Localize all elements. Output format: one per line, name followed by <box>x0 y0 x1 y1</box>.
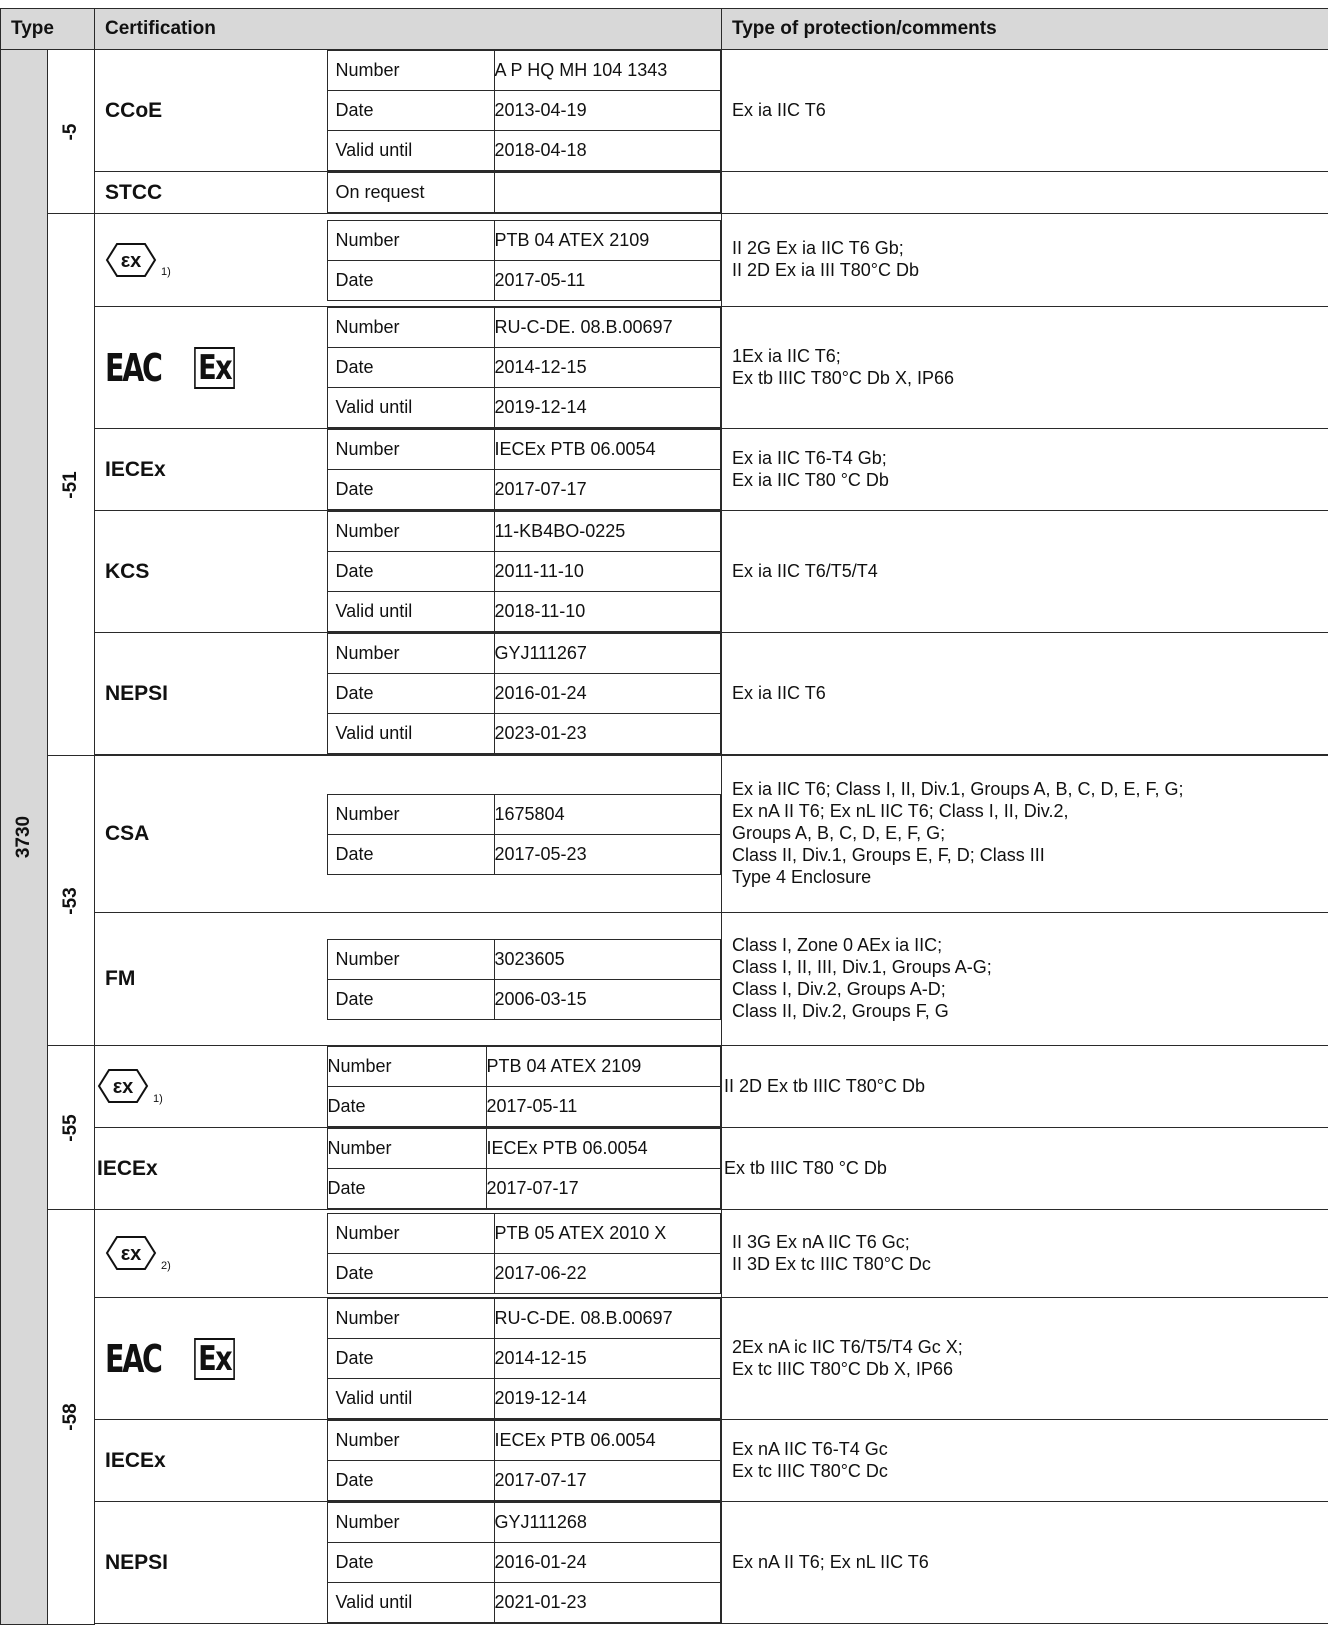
cert-fields <box>327 307 722 429</box>
atex-mark <box>95 214 327 307</box>
cert-fields <box>327 1420 722 1502</box>
group-label: -58 <box>60 1403 81 1431</box>
field-value: RU-C-DE. 08.B.00697 <box>494 1299 721 1339</box>
cert-fields <box>327 1046 722 1128</box>
table-row <box>1 511 1328 633</box>
field-label: Valid until <box>327 1583 494 1623</box>
atex-mark <box>95 1210 327 1298</box>
protection-cell: Ex ia IIC T6/T5/T4 <box>722 511 1328 633</box>
eac-ex-logo <box>95 307 327 429</box>
field-label: Number <box>327 794 494 834</box>
svg-text:εx: εx <box>120 249 142 272</box>
field-label: Date <box>327 1087 486 1127</box>
field-value: PTB 05 ATEX 2010 X <box>494 1214 721 1254</box>
protection-line: 1Ex ia IIC T6; <box>732 345 841 366</box>
certification-table <box>0 8 1328 1625</box>
group-label: -51 <box>60 470 81 499</box>
atex-mark <box>95 1046 327 1128</box>
ex-hexagon-icon <box>97 1068 149 1104</box>
header-protection: Type of protection/comments <box>722 9 1328 50</box>
table-row <box>1 429 1328 511</box>
protection-line: Ex tc IIIC T80°C Db X, IP66 <box>732 1358 953 1379</box>
field-label: Date <box>327 260 494 300</box>
field-value: IECEx PTB 06.0054 <box>494 430 721 470</box>
field-label: Date <box>327 979 494 1019</box>
protection-line: II 3D Ex tc IIIC T80°C Dc <box>732 1253 931 1274</box>
cert-fields <box>327 172 722 214</box>
field-value: PTB 04 ATEX 2109 <box>494 220 721 260</box>
group-cell <box>48 214 95 756</box>
protection-cell: II 2D Ex tb IIIC T80°C Db <box>722 1046 1328 1128</box>
field-label: Number <box>327 1047 486 1087</box>
field-value: IECEx PTB 06.0054 <box>494 1421 721 1461</box>
field-label: Number <box>327 512 494 552</box>
eac-ex-logo <box>95 1298 327 1420</box>
field-label: Valid until <box>327 714 494 754</box>
table-row <box>1 1420 1328 1502</box>
protection-cell <box>722 1298 1328 1420</box>
protection-cell <box>722 214 1328 307</box>
cert-name: CCoE <box>95 50 327 172</box>
cert-fields <box>327 756 722 913</box>
cert-fields <box>327 429 722 511</box>
field-value: A P HQ MH 104 1343 <box>494 51 721 91</box>
table-row <box>1 1624 1328 1625</box>
field-label: Number <box>327 220 494 260</box>
cert-name: STCC <box>95 172 327 214</box>
cert-name: IECEx <box>95 1420 327 1502</box>
model-cell <box>1 50 48 1625</box>
footnote-ref: 1) <box>161 266 171 279</box>
field-label: Number <box>327 1214 494 1254</box>
field-label: Date <box>327 674 494 714</box>
footnote-ref: 2) <box>161 1259 171 1272</box>
svg-text:εx: εx <box>112 1076 134 1099</box>
field-label: Date <box>327 1169 486 1209</box>
footnote-ref: 1) <box>153 1092 163 1105</box>
protection-line: 2Ex nA ic IIC T6/T5/T4 Gc X; <box>732 1336 963 1357</box>
field-value: 3023605 <box>494 939 721 979</box>
field-value: IECEx PTB 06.0054 <box>486 1129 721 1169</box>
field-value: 2006-03-15 <box>494 979 721 1019</box>
protection-cell <box>722 307 1328 429</box>
cert-name: NEPSI <box>95 633 327 755</box>
protection-line: Class I, II, III, Div.1, Groups A-G; <box>732 957 992 978</box>
field-label: Number <box>327 1129 486 1169</box>
protection-cell: Ex nA II T6; Ex nL IIC T6 <box>722 1502 1328 1624</box>
cert-fields <box>327 1210 722 1298</box>
field-value: 2023-01-23 <box>494 714 721 754</box>
spacer <box>95 1624 1328 1625</box>
header-row <box>1 9 1328 50</box>
table-row <box>1 1210 1328 1298</box>
field-label: Date <box>327 552 494 592</box>
field-value: On request <box>327 173 494 213</box>
field-value: 2011-11-10 <box>494 552 721 592</box>
field-value: 2014-12-15 <box>494 348 721 388</box>
protection-line: Ex ia IIC T6; Class I, II, Div.1, Groups A, B, C, D, E, F, G; <box>732 779 1184 800</box>
protection-line: Groups A, B, C, D, E, F, G; <box>732 823 946 844</box>
field-value: RU-C-DE. 08.B.00697 <box>494 308 721 348</box>
field-label: Number <box>327 1503 494 1543</box>
table-row <box>1 1502 1328 1624</box>
protection-line: Ex ia IIC T80 °C Db <box>732 469 889 490</box>
group-cell <box>48 756 95 1046</box>
cert-name: IECEx <box>95 1128 327 1210</box>
protection-cell: Ex ia IIC T6 <box>722 633 1328 755</box>
table-row <box>1 913 1328 1046</box>
protection-line: Ex tc IIIC T80°C Dc <box>732 1460 888 1481</box>
field-label: Number <box>327 308 494 348</box>
table-row <box>1 1128 1328 1210</box>
table-row <box>1 756 1328 913</box>
field-label: Date <box>327 834 494 874</box>
field-value: 2017-05-11 <box>494 260 721 300</box>
protection-cell <box>722 172 1328 214</box>
field-value: 2019-12-14 <box>494 1379 721 1419</box>
ex-box-mark: Ex <box>194 347 235 389</box>
field-label: Date <box>327 1339 494 1379</box>
field-value: 2021-01-23 <box>494 1583 721 1623</box>
table-row <box>1 1046 1328 1128</box>
cert-fields <box>327 633 722 755</box>
group-cell <box>48 50 95 214</box>
field-value: GYJ111268 <box>494 1503 721 1543</box>
field-value: 2017-07-17 <box>486 1169 721 1209</box>
table-row <box>1 172 1328 214</box>
protection-line: Class II, Div.1, Groups E, F, D; Class III <box>732 844 1045 865</box>
field-value: 2017-06-22 <box>494 1254 721 1294</box>
cert-name: KCS <box>95 511 327 633</box>
field-value: 2017-05-23 <box>494 834 721 874</box>
cert-name: CSA <box>95 756 327 913</box>
protection-line: II 2D Ex ia III T80°C Db <box>732 260 919 280</box>
protection-line: Class I, Div.2, Groups A-D; <box>732 979 946 999</box>
cert-fields <box>327 214 722 307</box>
field-value: 2017-05-11 <box>486 1087 721 1127</box>
field-label: Number <box>327 939 494 979</box>
field-value: 2017-07-17 <box>494 1461 721 1501</box>
field-value: GYJ111267 <box>494 634 721 674</box>
group-cell <box>48 1046 95 1210</box>
eac-mark: EAC <box>105 345 161 390</box>
table-row <box>1 1298 1328 1420</box>
protection-line: Ex tb IIIC T80°C Db X, IP66 <box>732 367 954 388</box>
cert-fields <box>327 1502 722 1624</box>
field-label: Date <box>327 1543 494 1583</box>
field-value: 2019-12-14 <box>494 388 721 428</box>
cert-name: NEPSI <box>95 1502 327 1624</box>
protection-cell <box>722 429 1328 511</box>
header-certification: Certification <box>95 9 722 50</box>
cert-fields <box>327 1298 722 1420</box>
table-row <box>1 50 1328 172</box>
header-type: Type <box>1 9 95 50</box>
field-label: Valid until <box>327 131 494 171</box>
field-label: Date <box>327 348 494 388</box>
field-label: Number <box>327 430 494 470</box>
group-label: -5 <box>60 123 81 140</box>
field-value: 2018-04-18 <box>494 131 721 171</box>
protection-cell <box>722 1420 1328 1502</box>
cert-name: FM <box>95 913 327 1046</box>
field-label: Number <box>327 51 494 91</box>
protection-cell <box>722 756 1328 913</box>
protection-line: Ex ia IIC T6-T4 Gb; <box>732 447 887 468</box>
field-label: Valid until <box>327 388 494 428</box>
protection-line: Ex nA II T6; Ex nL IIC T6; Class I, II, Div.2, <box>732 801 1069 822</box>
field-label: Date <box>327 1461 494 1501</box>
field-value: 2013-04-19 <box>494 91 721 131</box>
table-row <box>1 307 1328 429</box>
protection-line: II 2G Ex ia IIC T6 Gb; <box>732 238 904 259</box>
field-label: Number <box>327 1299 494 1339</box>
cert-name: IECEx <box>95 429 327 511</box>
group-label: -55 <box>60 1113 81 1142</box>
protection-cell: Ex tb IIIC T80 °C Db <box>722 1128 1328 1210</box>
ex-hexagon-icon <box>105 242 157 278</box>
ex-box-mark: Ex <box>194 1338 235 1380</box>
eac-mark: EAC <box>105 1336 161 1381</box>
table-row <box>1 214 1328 307</box>
protection-cell <box>722 913 1328 1046</box>
group-cell <box>48 1210 95 1625</box>
svg-text:εx: εx <box>120 1243 142 1266</box>
protection-line: Class II, Div.2, Groups F, G <box>732 1000 949 1021</box>
field-value: 1675804 <box>494 794 721 834</box>
field-label: Number <box>327 634 494 674</box>
field-value: 2018-11-10 <box>494 592 721 632</box>
field-value: PTB 04 ATEX 2109 <box>486 1047 721 1087</box>
cert-fields <box>327 511 722 633</box>
group-label: -53 <box>60 886 81 915</box>
field-label: Date <box>327 470 494 510</box>
field-value: 11-KB4BO-0225 <box>494 512 721 552</box>
field-label: Date <box>327 1254 494 1294</box>
protection-line: Type 4 Enclosure <box>732 866 872 887</box>
cert-fields <box>327 50 722 172</box>
table-row <box>1 633 1328 755</box>
protection-cell: Ex ia IIC T6 <box>722 50 1328 172</box>
ex-hexagon-icon <box>105 1235 157 1271</box>
field-value: 2017-07-17 <box>494 470 721 510</box>
cert-fields <box>327 1128 722 1210</box>
field-label: Number <box>327 1421 494 1461</box>
field-label: Valid until <box>327 592 494 632</box>
field-value: 2014-12-15 <box>494 1339 721 1379</box>
field-label: Date <box>327 91 494 131</box>
field-value: 2016-01-24 <box>494 1543 721 1583</box>
protection-line: Class I, Zone 0 AEx ia IIC; <box>732 935 943 956</box>
protection-line: II 3G Ex nA IIC T6 Gc; <box>732 1231 910 1252</box>
field-label: Valid until <box>327 1379 494 1419</box>
protection-line: Ex nA IIC T6-T4 Gc <box>732 1438 888 1459</box>
field-value: 2016-01-24 <box>494 674 721 714</box>
model-label: 3730 <box>13 815 34 858</box>
cert-fields <box>327 913 722 1046</box>
protection-cell <box>722 1210 1328 1298</box>
